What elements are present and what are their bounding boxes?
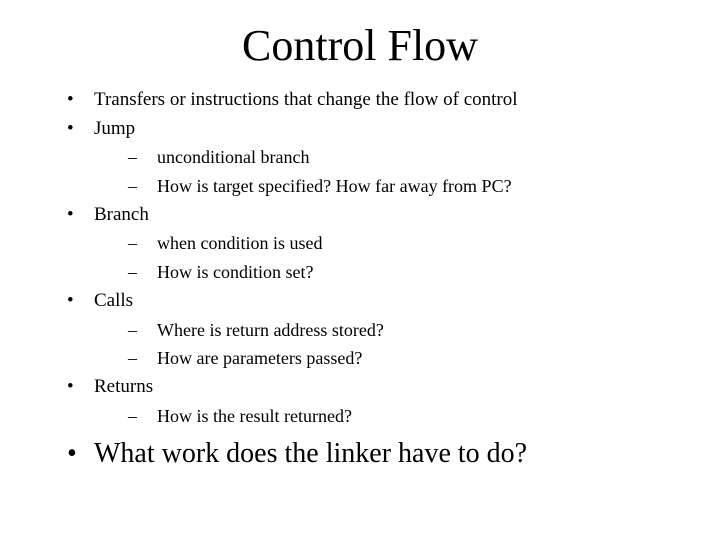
sub-bullet-text: How is the result returned? xyxy=(157,405,352,426)
bullet-item xyxy=(0,115,720,144)
sub-bullet-item xyxy=(0,316,720,345)
dash-marker: – xyxy=(128,176,137,197)
bullet-item xyxy=(0,287,720,316)
bullet-text: Calls xyxy=(94,289,134,311)
final-bullet xyxy=(0,434,720,474)
dash-marker: – xyxy=(128,262,137,283)
bullet-marker: • xyxy=(67,438,77,469)
dash-marker: – xyxy=(128,405,137,426)
bullet-item xyxy=(0,373,720,402)
sub-bullet-text: when condition is used xyxy=(157,233,323,254)
sub-bullet-text: How is target specified? How far away from PC? xyxy=(157,176,512,197)
dash-marker: – xyxy=(128,319,137,340)
dash-marker: – xyxy=(128,348,137,369)
sub-bullet-item xyxy=(0,402,720,431)
bullet-marker: • xyxy=(67,289,74,311)
bullet-text: Jump xyxy=(94,117,136,139)
bullet-marker: • xyxy=(67,203,74,225)
bullet-item xyxy=(0,201,720,230)
bullet-marker: • xyxy=(67,89,74,110)
sub-bullet-item xyxy=(0,172,720,201)
bullet-text: Transfers or instructions that change the flow of control xyxy=(94,89,518,110)
sub-bullet-item xyxy=(0,229,720,258)
bullet-item xyxy=(0,86,720,115)
dash-marker: – xyxy=(128,147,137,168)
bullet-marker: • xyxy=(67,117,74,139)
sub-bullet-text: Where is return address stored? xyxy=(157,319,384,340)
bullet-text: Returns xyxy=(94,375,154,397)
dash-marker: – xyxy=(128,233,137,254)
bullet-text: Branch xyxy=(94,203,149,225)
sub-bullet-text: How are parameters passed? xyxy=(157,348,363,369)
sub-bullet-text: unconditional branch xyxy=(157,147,310,168)
slide-title: Control Flow xyxy=(242,21,478,70)
bullet-list xyxy=(0,86,720,430)
sub-bullet-item xyxy=(0,344,720,373)
final-bullet-text: What work does the linker have to do? xyxy=(94,438,528,469)
sub-bullet-text: How is condition set? xyxy=(157,262,314,283)
bullet-marker: • xyxy=(67,375,74,397)
sub-bullet-item xyxy=(0,258,720,287)
sub-bullet-item xyxy=(0,143,720,172)
